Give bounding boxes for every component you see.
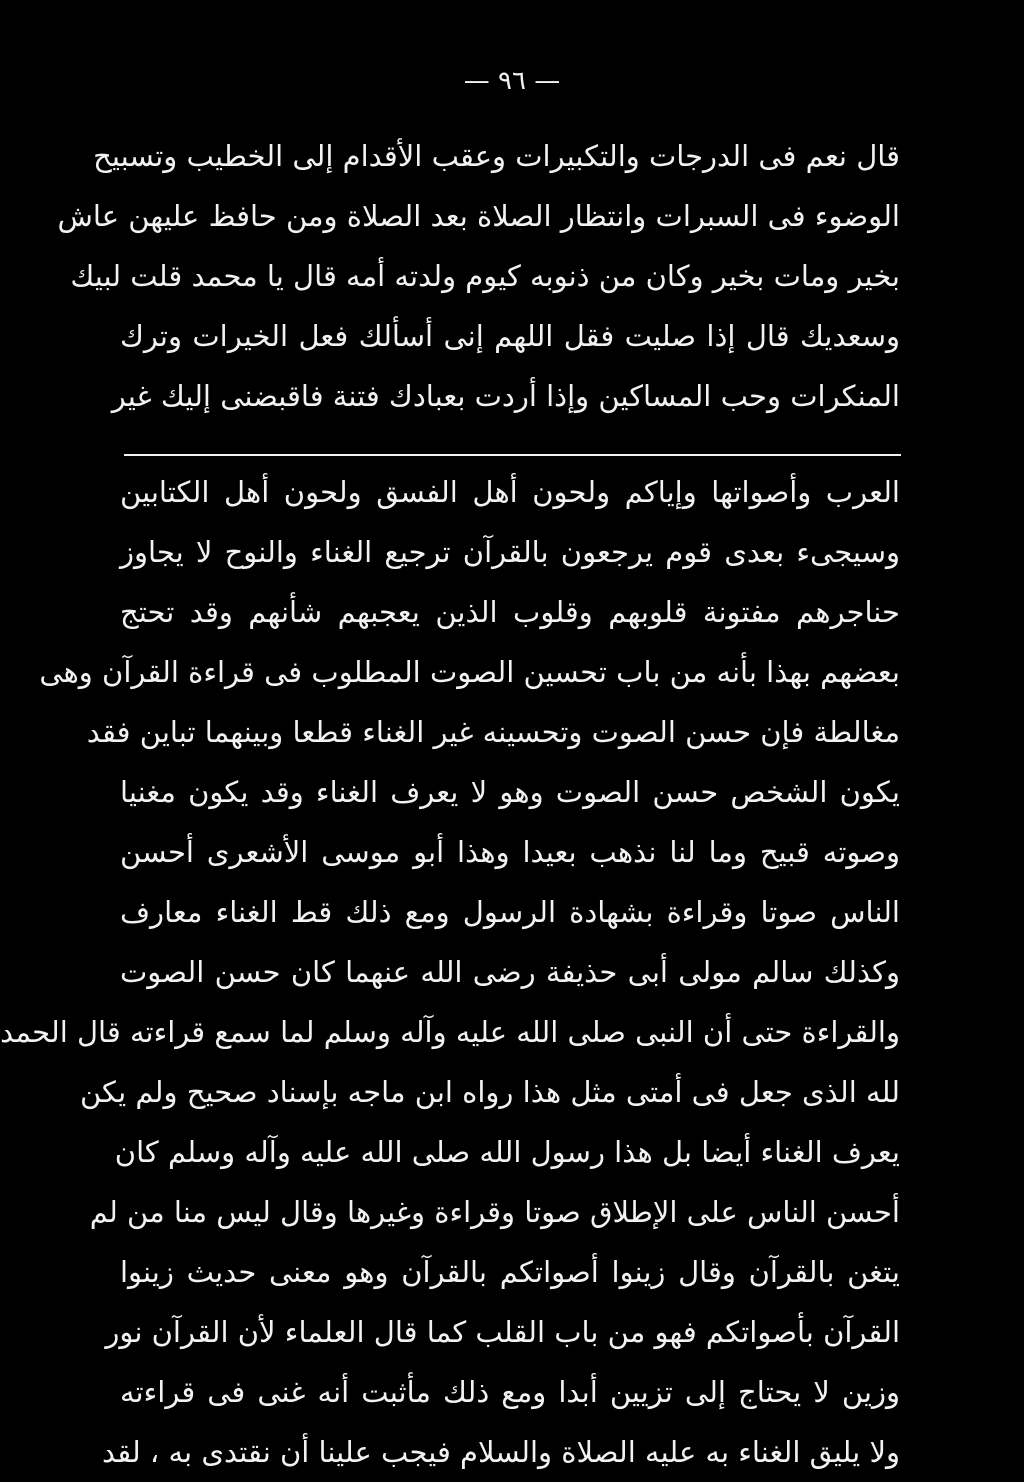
text-line: بخير ومات بخير وكان من ذنوبه كيوم ولدته أمه قال يا محمد قلت لبيك (70, 259, 900, 293)
text-line: وكذلك سالم مولى أبى حذيفة رضى الله عنهما كان حسن الصوت (120, 955, 900, 989)
text-line: حناجرهم مفتونة قلوبهم وقلوب الذين يعجبهم شأنهم وقد تحتج (120, 595, 900, 629)
divider-rule (124, 454, 901, 456)
text-line: الناس صوتا وقراءة بشهادة الرسول ومع ذلك قط الغناء معارف (120, 895, 900, 929)
text-line: والقراءة حتى أن النبى صلى الله عليه وآله وسلم لما سمع قراءته قال الحمد (0, 1015, 900, 1049)
text-line: يعرف الغناء أيضا بل هذا رسول الله صلى الله عليه وآله وسلم كان (114, 1135, 900, 1169)
text-line: العرب وأصواتها وإياكم ولحون أهل الفسق ولحون أهل الكتابين (120, 475, 900, 509)
page-number: — ٩٦ — (463, 66, 561, 96)
text-line: يتغن بالقرآن وقال زينوا أصواتكم بالقرآن وهو معنى حديث زينوا (120, 1255, 900, 1289)
text-line: قال نعم فى الدرجات والتكبيرات وعقب الأقدام إلى الخطيب وتسبيح (93, 139, 900, 173)
text-line: أحسن الناس على الإطلاق صوتا وقراءة وغيرها وقال ليس منا من لم (89, 1195, 900, 1229)
text-line: ولا يليق الغناء به عليه الصلاة والسلام فيجب علينا أن نقتدى به ، لقد (101, 1435, 900, 1469)
text-line: المنكرات وحب المساكين وإذا أردت بعبادك فتنة فاقبضنى إليك غير (111, 379, 900, 413)
text-line: بعضهم بهذا بأنه من باب تحسين الصوت المطلوب فى قراءة القرآن وهى (39, 655, 900, 689)
text-line: القرآن بأصواتكم فهو من باب القلب كما قال العلماء لأن القرآن نور (105, 1315, 900, 1349)
text-line: مغالطة فإن حسن الصوت وتحسينه غير الغناء قطعا وبينهما تباين فقد (86, 715, 900, 749)
text-line: لله الذى جعل فى أمتى مثل هذا رواه ابن ماجه بإسناد صحيح ولم يكن (79, 1075, 900, 1109)
text-line: وسيجىء بعدى قوم يرجعون بالقرآن ترجيع الغناء والنوح لا يجاوز (120, 535, 900, 569)
text-line: يكون الشخص حسن الصوت وهو لا يعرف الغناء وقد يكون مغنيا (120, 775, 900, 809)
text-line: وزين لا يحتاج إلى تزيين أبدا ومع ذلك مأثبت أنه غنى فى قراءته (120, 1375, 900, 1409)
text-line: وسعديك قال إذا صليت فقل اللهم إنى أسألك فعل الخيرات وترك (120, 319, 900, 353)
text-line: الوضوء فى السبرات وانتظار الصلاة بعد الصلاة ومن حافظ عليهن عاش (57, 199, 900, 233)
footnote-text (0, 462, 900, 1482)
text-line: وصوته قبيح وما لنا نذهب بعيدا وهذا أبو موسى الأشعرى أحسن (120, 835, 900, 869)
main-text (57, 126, 900, 426)
